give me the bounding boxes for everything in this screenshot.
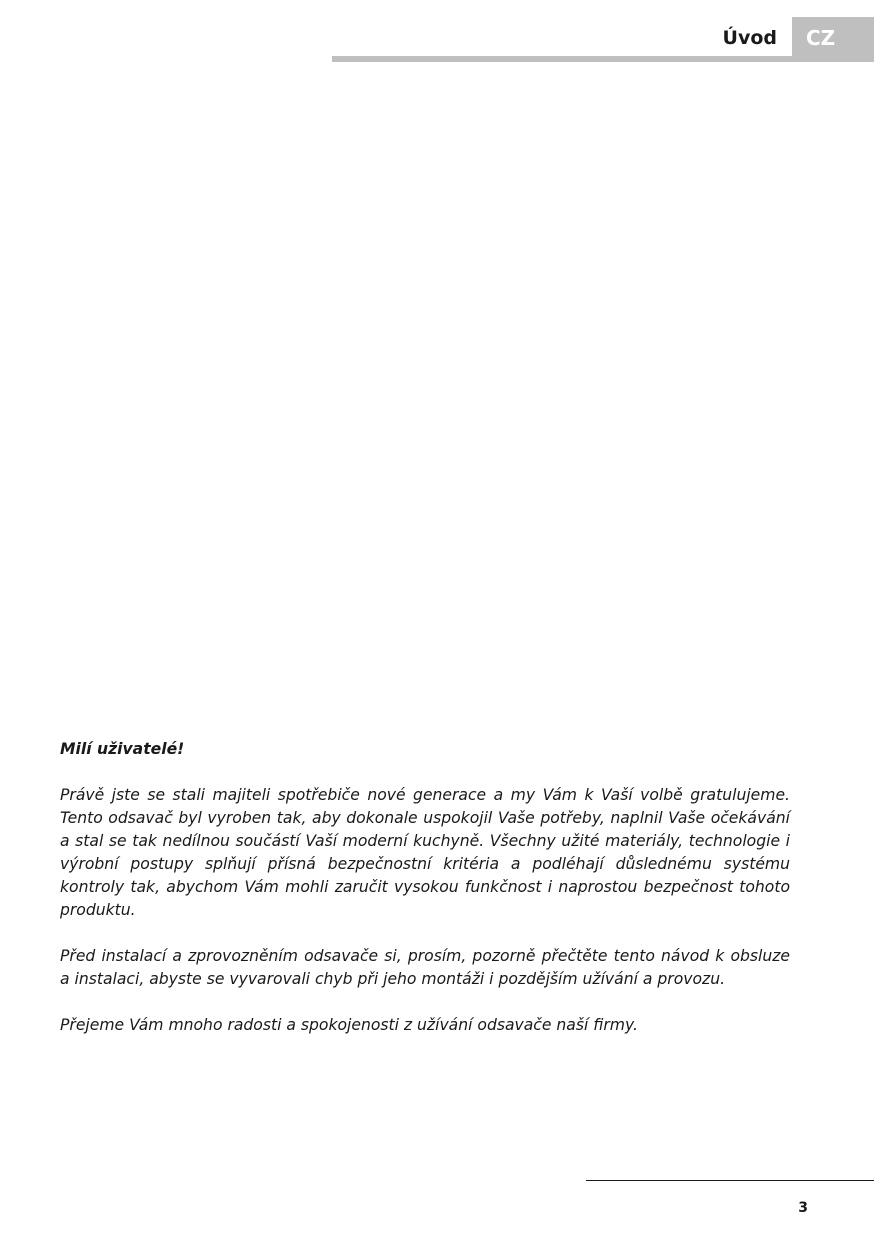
language-badge: [792, 17, 874, 58]
greeting: Milí uživatelé!: [60, 740, 185, 758]
paragraph: Před instalací a zprovozněním odsavače si, prosím, pozorně přečtěte tento návod k obsluze a instalaci, abyste se vyvarovali chyb při jeho montáži i pozdějším užívání a provozu.: [60, 947, 790, 988]
intro-text: [60, 738, 790, 1037]
header-rule: [332, 56, 874, 62]
section-title: Úvod: [722, 27, 777, 49]
page-number: 3: [798, 1200, 808, 1216]
language-code: CZ: [806, 26, 836, 50]
paragraph: Právě jste se stali majiteli spotřebiče nové generace a my Vám k Vaší volbě gratulujeme. Tento odsavač byl vyroben tak, aby dokonale uspokojil Vaše potřeby, naplnil Vaše očekávání a stal se tak nedílnou součástí Vaší moderní kuchyně. Všechny užité materiály, technologie i výrobní postupy splňují přísná bezpečnostní kritéria a podléhají důslednému systému kontroly tak, abychom Vám mohli zaručit vysokou funkčnost i naprostou bezpečnost tohoto produktu.: [60, 786, 790, 919]
footer-rule: [586, 1180, 874, 1181]
paragraph: Přejeme Vám mnoho radosti a spokojenosti z užívání odsavače naší firmy.: [60, 1016, 638, 1034]
